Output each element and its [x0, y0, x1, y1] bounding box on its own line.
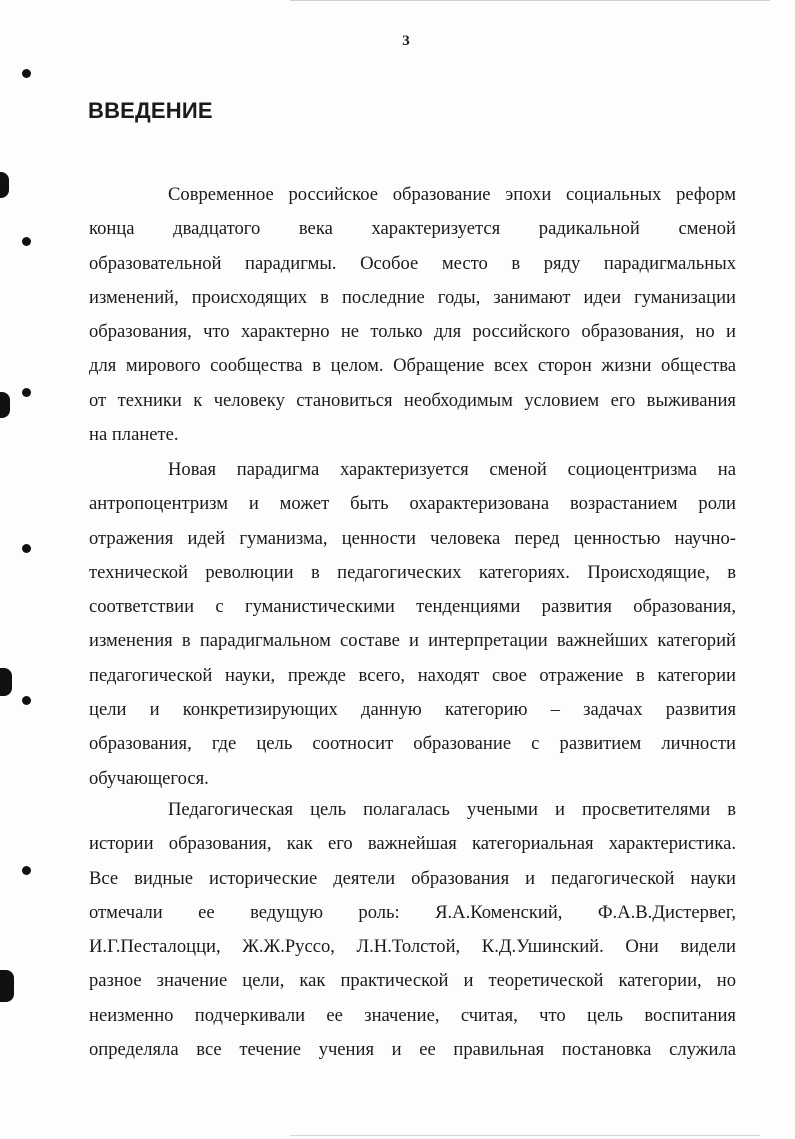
text-line: истории образования, как его важнейшая категориальная характеристика.	[89, 833, 736, 855]
punch-hole-mark	[22, 69, 31, 78]
text-line: Новая парадигма характеризуется сменой социоцентризма на	[168, 459, 736, 480]
text-line: разное значение цели, как практической и теоретической категории, но	[89, 970, 736, 992]
text-line: соответствии с гуманистическими тенденциями развития образования,	[89, 596, 736, 618]
text-line: антропоцентризм и может быть охарактеризована возрастанием роли	[89, 493, 736, 515]
text-line: цели и конкретизирующих данную категорию – задачах развития	[89, 699, 736, 721]
punch-hole-mark	[22, 237, 31, 246]
punch-hole-mark	[22, 696, 31, 705]
text-line: И.Г.Песталоцци, Ж.Ж.Руссо, Л.Н.Толстой, К.Д.Ушинский. Они видели	[89, 936, 736, 958]
text-line: изменения в парадигмальном составе и интерпретации важнейших категорий	[89, 630, 736, 652]
punch-hole-mark	[0, 172, 9, 198]
punch-hole-mark	[22, 544, 31, 553]
text-line: Педагогическая цель полагалась учеными и просветителями в	[168, 799, 736, 820]
text-line: конца двадцатого века характеризуется радикальной сменой	[89, 218, 736, 240]
scan-edge-top	[290, 0, 770, 1]
text-line: от техники к человеку становиться необходимым условием его выживания	[89, 389, 736, 411]
text-line: образования, что характерно не только для российского образования, но и	[89, 321, 736, 343]
punch-hole-mark	[0, 668, 12, 696]
punch-hole-mark	[22, 388, 31, 397]
text-line: технической революции в педагогических категориях. Происходящие, в	[89, 561, 736, 583]
scan-edge-bottom	[290, 1135, 760, 1136]
text-line: отмечали ее ведущую роль: Я.А.Коменский, Ф.А.В.Дистервег,	[89, 901, 736, 923]
text-line: изменений, происходящих в последние годы, занимают идеи гуманизации	[89, 286, 736, 308]
text-line: неизменно подчеркивали ее значение, считая, что цель воспитания	[89, 1004, 736, 1026]
text-line: образовательной парадигмы. Особое место в ряду парадигмальных	[89, 252, 736, 274]
punch-hole-mark	[0, 392, 10, 418]
text-line: Современное российское образование эпохи социальных реформ	[168, 184, 736, 205]
text-line: обучающегося.	[89, 767, 209, 789]
page-number: 3	[402, 33, 410, 49]
text-line: определяла все течение учения и ее правильная постановка служила	[89, 1039, 736, 1061]
paragraph-2	[89, 453, 736, 796]
punch-hole-mark	[0, 970, 14, 1002]
paragraph-1	[89, 178, 736, 452]
text-line: образования, где цель соотносит образование с развитием личности	[89, 733, 736, 755]
text-line: отражения идей гуманизма, ценности человека перед ценностью научно-	[89, 527, 736, 549]
text-line: на планете.	[89, 424, 179, 446]
page-heading: ВВЕДЕНИЕ	[88, 98, 213, 123]
text-line: педагогической науки, прежде всего, находят свое отражение в категории	[89, 664, 736, 686]
paragraph-3	[89, 793, 736, 1067]
punch-hole-mark	[22, 866, 31, 875]
text-line: для мирового сообщества в целом. Обращение всех сторон жизни общества	[89, 355, 736, 377]
text-line: Все видные исторические деятели образования и педагогической науки	[89, 867, 736, 889]
